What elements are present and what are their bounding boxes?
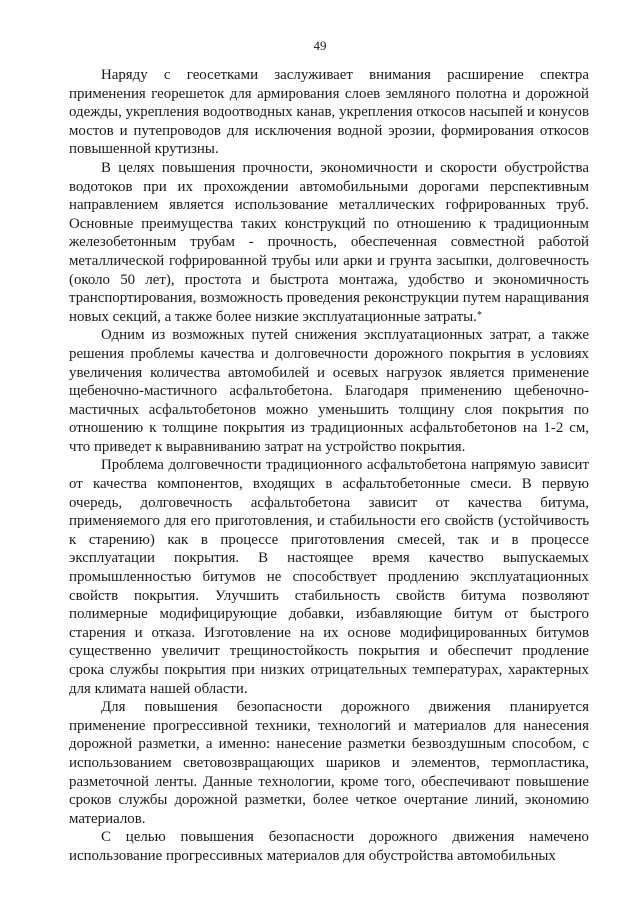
paragraph-road-marking: Для повышения безопасности дорожного движения планируется применение прогрессивной техники, технологий и материалов для нанесения дорожной разметки, а именно: нанесение разметки безвоздушным способом, с использованием световозвращающих шариков и элементов, термопластика, разметочной ленты. Данные технологии, кроме того, обеспечивают повышение сроков службы дорожной разметки, более четкое очертание линий, экономию материалов. (69, 699, 589, 827)
paragraph-corrugated-pipes: В целях повышения прочности, экономичности и скорости обустройства водотоков при их прохождении автомобильными дорогами перспективным направлением является использование металлических гофрированных труб. Основные преимущества таких конструкций по отношению к традиционным железобетонным трубам - прочность, обеспеченная совместной работой металлической гофрированной трубы или арки и грунта засыпки, долговечность (около 50 лет), простота и быстрота монтажа, удобство и экономичность транспортирования, возможность проведения реконструкции путем наращивания новых секций, а также более низкие эксплуатационные затраты. (69, 159, 589, 325)
paragraph-geogrids: Наряду с геосетками заслуживает внимания расширение спектра применения георешеток для армирования слоев земляного полотна и дорожной одежды, укрепления водоотводных канав, укрепления откосов насыпей и конусов мостов и путепроводов для исключения водной эрозии, формирования откосов повышенной крутизны. (69, 67, 589, 158)
paragraph-traffic-safety: С целью повышения безопасности дорожного движения намечено использование прогрессивных материалов для обустройства автомобильных (69, 829, 589, 864)
paragraph-bitumen-durability: Проблема долговечности традиционного асфальтобетона напрямую зависит от качества компонентов, входящих в асфальтобетонные смеси. В первую очередь, долговечность асфальтобетона зависит от качества битума, применяемого для его приготовления, и стабильности его свойств (устойчивость к старению) как в процессе приготовления смесей, так и в процессе эксплуатации покрытия. В настоящее время качество выпускаемых промышленностью битумов не способствует продлению эксплуатационных свойств покрытия. Улучшить стабильность свойств битума позволяют полимерные модифицирующие добавки, избавляющие битум от быстрого старения и отказа. Изготовление на их основе модифицированных битумов существенно увеличит трещиностойкость покрытия и обеспечит продление срока службы покрытия при низких отрицательных температурах, характерных для климата нашей области. (69, 457, 589, 697)
paragraph-sma-asphalt: Одним из возможных путей снижения эксплуатационных затрат, а также решения проблемы качества и долговечности дорожного покрытия в условиях увеличения количества автомобилей и осевых нагрузок является применение щебеночно-мастичного асфальтобетона. Благодаря применению щебеночно-мастичных асфальтобетонов можно уменьшить толщину слоя покрытия по отношению к толщине покрытия из традиционных асфальтобетонов на 1-2 см, что приведет к выравниванию затрат на устройство покрытия. (69, 327, 589, 455)
stray-mark: * (477, 310, 482, 321)
body-text (69, 66, 589, 866)
page-number: 49 (313, 38, 327, 53)
